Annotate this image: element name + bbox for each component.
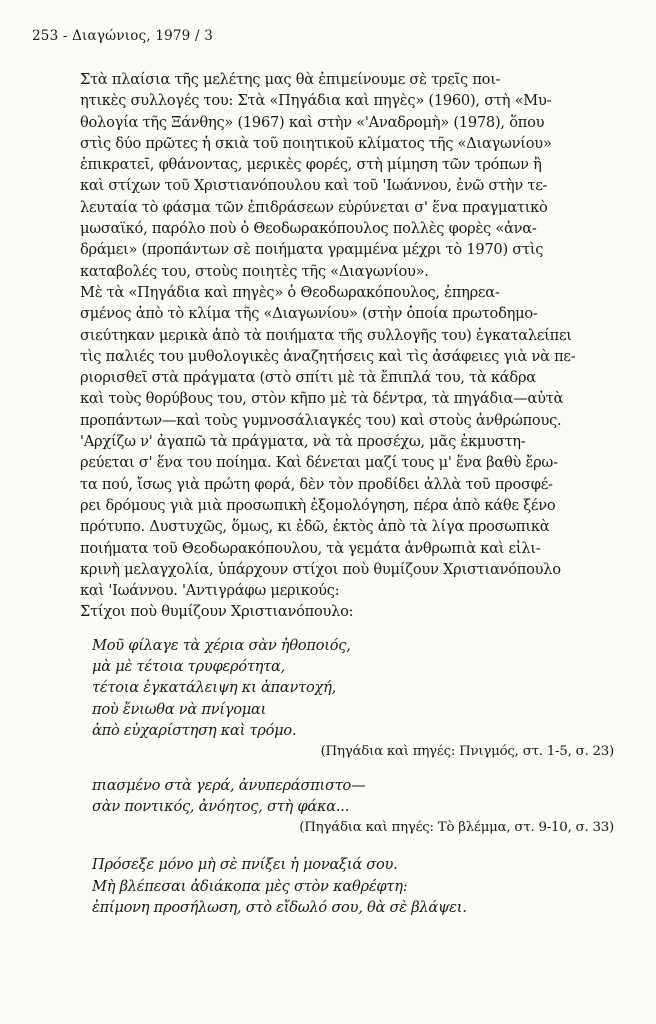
text-line: ητικὲς συλλογές του: Στὰ «Πηγάδια καὶ πηγὲς» (1960), στὴ «Μυ- bbox=[80, 92, 552, 110]
text-line: 'Αρχίζω ν' ἀγαπῶ τὰ πράγματα, νὰ τὰ προσέχω, μᾶς ἐκμυστη- bbox=[80, 433, 526, 451]
verse-line: Μοῦ φίλαγε τὰ χέρια σὰν ἠθοποιός, bbox=[92, 636, 351, 654]
text-line: καὶ τοὺς θορύβους του, στὸν κῆπο μὲ τὰ δέντρα, τὰ πηγάδια—αὐτὰ bbox=[80, 390, 564, 408]
text-line: ρει δρόμους γιὰ μιὰ προσωπικὴ ἐξομολόγηση, πέρα ἀπὸ κάθε ξένο bbox=[80, 496, 556, 514]
text-line: στὶς δύο πρῶτες ἡ σκιὰ τοῦ ποιητικοῦ κλίματος τῆς «Διαγωνίου» bbox=[80, 134, 552, 152]
verse-line: πιασμένο στὰ γερά, ἀνυπεράσπιστο— bbox=[92, 776, 366, 794]
text-line: Στίχοι ποὺ θυμίζουν Χριστιανόπουλο: bbox=[80, 603, 354, 621]
text-line: ποιήματα τοῦ Θεοδωρακόπουλου, τὰ γεμάτα ἀνθρωπιὰ καὶ εἰλι- bbox=[80, 539, 541, 557]
text-line: θολογία τῆς Ξάνθης» (1967) καὶ στὴν «'Αναδρομὴ» (1978), ὅπου bbox=[80, 113, 545, 131]
text-line: προπάντων—καὶ τοὺς γυμνοσάλιαγκές του) καὶ στοὺς ἀνθρώπους. bbox=[80, 411, 562, 429]
text-line: καὶ 'Ιωάννου. 'Αντιγράφω μερικούς: bbox=[80, 582, 340, 600]
citation: (Πηγάδια καὶ πηγές: Τὸ βλέμμα, στ. 9-10, σ. 33) bbox=[299, 820, 614, 836]
text-line: πρότυπο. Δυστυχῶς, ὅμως, κι ἐδῶ, ἐκτὸς ἀπὸ τὰ λίγα προσωπικὰ bbox=[80, 518, 550, 536]
verse-quote-2 bbox=[80, 775, 614, 839]
text-line: κρινὴ μελαγχολία, ὑπάρχουν στίχοι ποὺ θυμίζουν Χριστιανόπουλο bbox=[80, 560, 561, 578]
text-line: λευταία τὸ φάσμα τῶν ἐπιδράσεων εὐρύνεται σ' ἕνα πραγματικὸ bbox=[80, 198, 548, 216]
body-text bbox=[80, 69, 614, 918]
text-line: τὶς παλιές του μυθολογικὲς ἀναζητήσεις καὶ τὶς ἀσάφειες γιὰ νὰ πε- bbox=[80, 347, 576, 365]
verse-quote-1 bbox=[80, 635, 614, 763]
verse-line: ἐπίμονη προσήλωση, στὸ εἴδωλό σου, θὰ σὲ βλάψει. bbox=[92, 898, 467, 916]
verse-line: ἀπὸ εὐχαρίστηση καὶ τρόμο. bbox=[92, 721, 297, 739]
text-line: Μὲ τὰ «Πηγάδια καὶ πηγὲς» ὁ Θεοδωρακόπουλος, ἐπηρεα- bbox=[80, 283, 500, 301]
verse-line: ποὺ ἔνιωθα νὰ πνίγομαι bbox=[92, 700, 267, 718]
citation: (Πηγάδια καὶ πηγές: Πνιγμός, στ. 1-5, σ. 23) bbox=[320, 744, 614, 760]
text-line: ριορισθεῖ στὰ πράγματα (στὸ σπίτι μὲ τὰ ἔπιπλά του, τὰ κάδρα bbox=[80, 369, 536, 387]
text-line: μωσαϊκό, παρόλο ποὺ ὁ Θεοδωρακόπουλος πολλὲς φορὲς «ἀνα- bbox=[80, 220, 537, 238]
verse-line: Μὴ βλέπεσαι ἀδιάκοπα μὲς στὸν καθρέφτη: bbox=[92, 877, 408, 895]
text-line: δράμει» (προπάντων σὲ ποιήματα γραμμένα μέχρι τὸ 1970) στὶς bbox=[80, 241, 544, 259]
text-line: σμένος ἀπὸ τὸ κλίμα τῆς «Διαγωνίου» (στὴν ὁποία πρωτοδημο- bbox=[80, 305, 538, 323]
verse-line: μὰ μὲ τέτοια τρυφερότητα, bbox=[92, 658, 285, 676]
verse-line: Πρόσεξε μόνο μὴ σὲ πνίξει ἡ μοναξιά σου. bbox=[92, 856, 398, 874]
verse-line: σὰν ποντικός, ἀνόητος, στὴ φάκα... bbox=[92, 797, 350, 815]
text-line: σιεύτηκαν μερικὰ ἀπὸ τὰ ποιήματα τῆς συλλογῆς του) ἐγκαταλείπει bbox=[80, 326, 572, 344]
text-line: ἐπικρατεῖ, φθάνοντας, μερικὲς φορές, στὴ μίμηση τῶν τρόπων ἢ bbox=[80, 156, 542, 174]
text-line: Στὰ πλαίσια τῆς μελέτης μας θὰ ἐπιμείνουμε σὲ τρεῖς ποι- bbox=[80, 71, 501, 88]
paragraph-2 bbox=[80, 282, 614, 623]
paragraph-1 bbox=[80, 69, 614, 282]
text-line: καὶ στίχων τοῦ Χριστιανόπουλου καὶ τοῦ 'Ιωάννου, ἐνῶ στὴν τε- bbox=[80, 177, 548, 195]
text-line: ρεύεται σ' ἕνα του ποίημα. Καὶ δένεται μαζί τους μ' ἕνα βαθὺ ἔρω- bbox=[80, 454, 558, 472]
text-line: τα πού, ἴσως γιὰ πρώτη φορά, δὲν τὸν προδίδει ἀλλὰ τοῦ προσφέ- bbox=[80, 475, 553, 493]
text-line: καταβολές του, στοὺς ποιητὲς τῆς «Διαγωνίου». bbox=[80, 262, 429, 280]
running-header: 253 - Διαγώνιος, 1979 / 3 bbox=[32, 28, 213, 44]
verse-quote-3 bbox=[80, 854, 614, 918]
verse-line: τέτοια ἐγκατάλειψη κι ἀπαντοχή, bbox=[92, 679, 336, 697]
